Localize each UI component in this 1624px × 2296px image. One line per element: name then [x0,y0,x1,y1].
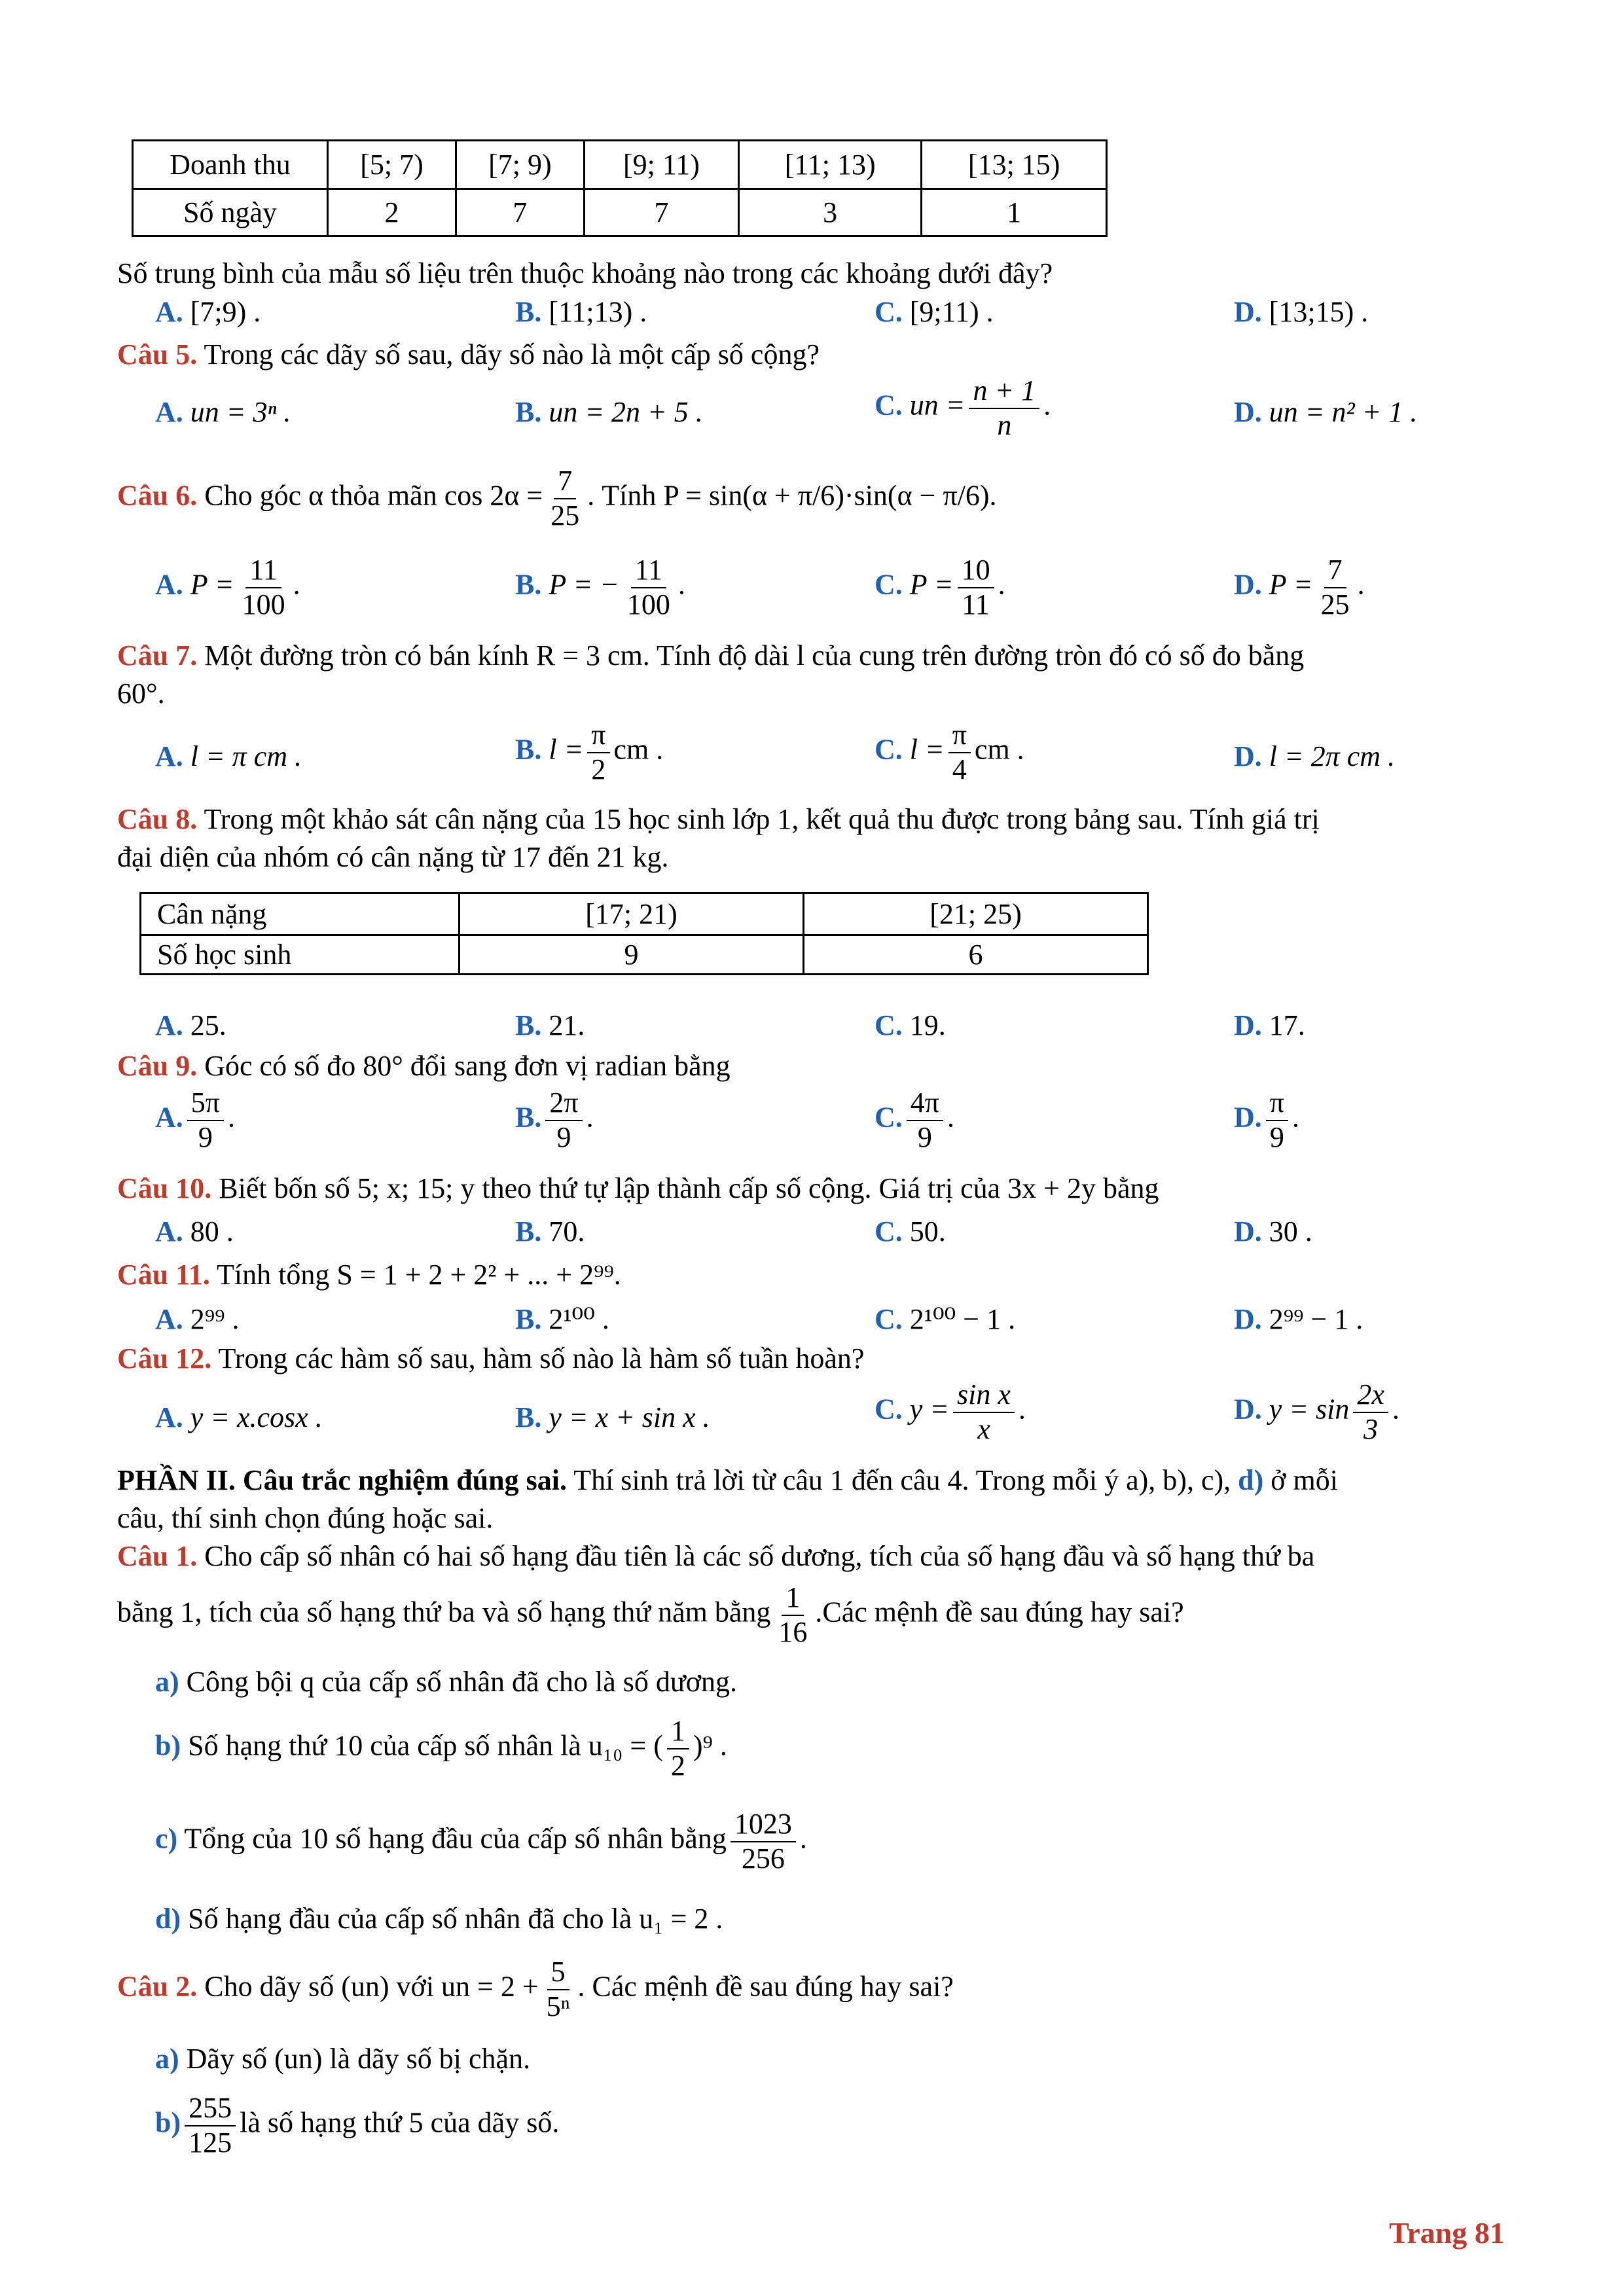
table-cell: Cân nặng [141,893,460,935]
question-7: Câu 7. Một đường tròn có bán kính R = 3 cm. Tính độ dài l của cung trên đường tròn đó có số đo bằng [117,639,1305,672]
statement-b: b) Số hạng thứ 10 của cấp số nhân là u₁₀ = ( $\frac{1}{2}$ )⁹ . [155,1715,727,1782]
option-c: C. y = $\frac{\text{sin x}}{x}$ . [875,1378,1026,1445]
table-cell: Doanh thu [133,141,328,189]
option-a: A. l = π cm . [155,740,302,772]
part-2-heading: PHẦN II. Câu trắc nghiệm đúng sai. Thí sinh trả lời từ câu 1 đến câu 4. Trong mỗi ý a), b), c), d) ở mỗi [117,1464,1338,1496]
revenue-table [132,139,1108,237]
table-cell: [5; 7) [328,141,456,189]
table-cell: 2 [328,189,456,236]
option-d: D. y = sin $\frac{2x}{3}$ . [1234,1378,1399,1445]
question-text: Số trung bình của mẫu số liệu trên thuộc khoảng nào trong các khoảng dưới đây? [117,257,1053,289]
option-d: D. 30 . [1234,1215,1312,1247]
weight-table [139,892,1149,975]
option-a: A. P = $\frac{11}{100}$ . [155,554,300,620]
statement-c: c) Tổng của 10 số hạng đầu của cấp số nhân bằng $\frac{1023}{256}$ . [155,1808,807,1874]
option-b: B. 70. [515,1215,585,1247]
question-11: Câu 11. Tính tổng S = 1 + 2 + 2² + ... + 2⁹⁹. [117,1259,621,1291]
table-cell: 7 [456,189,584,236]
option-b: B. l = $\frac{\pi}{2}$ cm . [515,719,664,785]
option-b: B. y = x + sin x . [515,1401,710,1433]
page-number: Trang 81 [1389,2216,1505,2250]
option-a: A. [7;9) . [155,296,261,328]
option-b: B. [11;13) . [515,296,647,328]
table-cell: [9; 11) [584,141,738,189]
option-a: A. y = x.cosx . [155,1401,323,1433]
part2-question-1: Câu 1. Cho cấp số nhân có hai số hạng đầu tiên là các số dương, tích của số hạng đầu và số hạng thứ ba [117,1540,1315,1572]
option-d: D. 2⁹⁹ − 1 . [1234,1303,1363,1335]
table-cell: 7 [584,189,738,236]
table-cell: 3 [738,189,921,236]
option-c: C. 19. [875,1009,946,1041]
question-8-cont: đại diện của nhóm có cân nặng từ 17 đến 21 kg. [117,841,669,873]
option-b: B. 2¹⁰⁰ . [515,1303,609,1335]
option-c: C. [9;11) . [875,296,994,328]
option-c: C. $\frac{4\pi}{9}$ . [875,1086,954,1153]
statement-d: d) Số hạng đầu của cấp số nhân đã cho là u₁ = 2 . [155,1903,723,1935]
table-cell: Số ngày [133,189,328,236]
option-d: D. 17. [1234,1009,1305,1041]
part-2-heading-cont: câu, thí sinh chọn đúng hoặc sai. [117,1502,494,1534]
option-d: D. $\frac{\pi}{9}$ . [1234,1086,1299,1153]
table-cell: [17; 21) [460,893,804,935]
table-cell: [11; 13) [738,141,921,189]
table-cell: 6 [804,935,1148,975]
option-d: D. P = $\frac{7}{25}$ . [1234,554,1365,620]
option-c: C. 50. [875,1215,946,1247]
option-a: A. 2⁹⁹ . [155,1303,240,1335]
part2-question-2: Câu 2. Cho dãy số (un) với un = 2 + $\frac{5}{\text{5ⁿ}}$ . Các mệnh đề sau đúng hay sai? [117,1956,954,2022]
option-d: D. [13;15) . [1234,296,1369,328]
option-c: C. l = $\frac{\pi}{4}$ cm . [875,719,1024,785]
option-b: B. 21. [515,1009,585,1041]
table-cell: 9 [460,935,804,975]
option-a: A. 25. [155,1009,226,1041]
option-a: A. 80 . [155,1215,234,1247]
part2-question-1-cont: bằng 1, tích của số hạng thứ ba và số hạng thứ năm bằng $\frac{1}{16}$ .Các mệnh đề sau đúng hay sai? [117,1581,1184,1648]
question-10: Câu 10. Biết bốn số 5; x; 15; y theo thứ tự lập thành cấp số cộng. Giá trị của 3x + 2y bằng [117,1172,1159,1204]
table-cell: [13; 15) [922,141,1107,189]
option-d: D. l = 2π cm . [1234,740,1396,772]
statement-a: a) Dãy số (un) là dãy số bị chặn. [155,2043,531,2075]
option-b: B. $\frac{2\pi}{9}$ . [515,1086,594,1153]
option-c: C. 2¹⁰⁰ − 1 . [875,1303,1016,1335]
statement-a: a) Công bội q của cấp số nhân đã cho là số dương. [155,1666,738,1698]
option-b: B. un = 2n + 5 . [515,396,703,428]
question-12: Câu 12. Trong các hàm số sau, hàm số nào là hàm số tuần hoàn? [117,1342,865,1374]
question-9: Câu 9. Góc có số đo 80° đổi sang đơn vị radian bằng [117,1050,731,1082]
option-b: B. P = − $\frac{11}{100}$ . [515,554,685,620]
statement-b: b) $\frac{255}{125}$ là số hạng thứ 5 của dãy số. [155,2092,560,2159]
option-c: C. un = $\frac{n + 1}{n}$ . [875,374,1051,441]
option-c: C. P = $\frac{10}{11}$ . [875,554,1005,620]
table-cell: [7; 9) [456,141,584,189]
question-5: Câu 5. Trong các dãy số sau, dãy số nào là một cấp số cộng? [117,338,820,370]
option-a: A. $\frac{5\pi}{9}$ . [155,1086,235,1153]
table-cell: [21; 25) [804,893,1148,935]
table-cell: Số học sinh [141,935,460,975]
question-7-cont: 60°. [117,677,165,709]
question-8: Câu 8. Trong một khảo sát cân nặng của 15 học sinh lớp 1, kết quả thu được trong bảng sau. Tính giá trị [117,803,1320,835]
table-cell: 1 [922,189,1107,236]
option-d: D. un = n² + 1 . [1234,396,1418,428]
option-a: A. un = 3ⁿ . [155,396,291,428]
question-6: Câu 6. Cho góc α thỏa mãn cos 2α = $\frac{7}{25}$ . Tính P = sin(α + π/6)·sin(α − π/6). [117,465,997,531]
